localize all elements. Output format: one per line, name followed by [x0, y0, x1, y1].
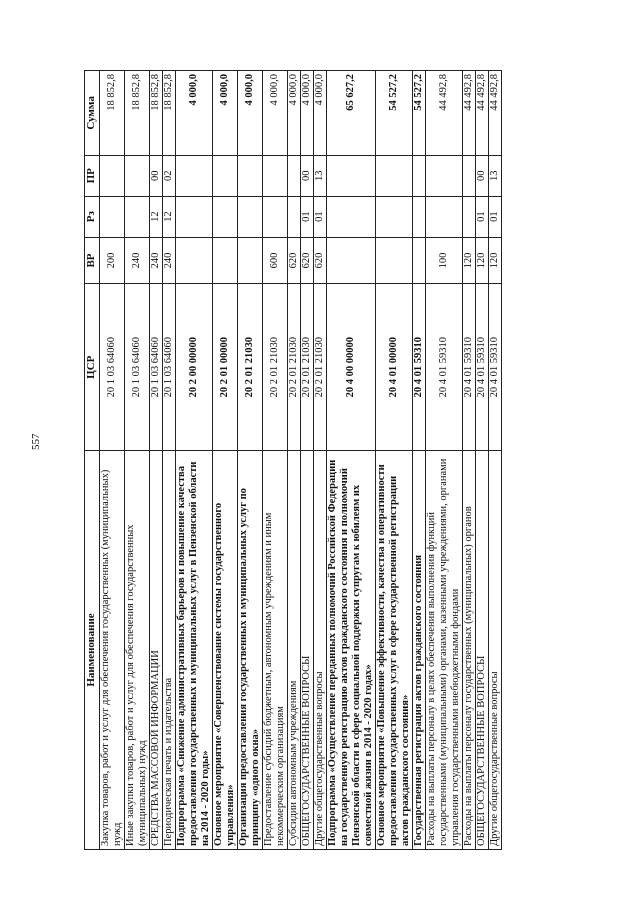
row-pr-cell	[327, 155, 376, 196]
table-row	[301, 71, 314, 850]
row-vr-cell	[238, 237, 263, 284]
row-pr-cell	[125, 155, 150, 196]
row-sum-cell: 4 000,0	[314, 71, 327, 156]
row-name-cell: Субсидии автономным учреждениям	[288, 451, 301, 850]
row-vr-cell	[376, 237, 413, 284]
row-csr-cell: 20 2 01 21030	[288, 284, 301, 451]
row-csr-cell: 20 4 01 59310	[463, 284, 476, 451]
row-rz-cell	[100, 196, 125, 237]
row-vr-cell	[176, 237, 213, 284]
table-header-row	[85, 71, 100, 850]
row-pr-cell	[426, 155, 463, 196]
row-pr-cell	[176, 155, 213, 196]
row-name-cell: СРЕДСТВА МАССОВОЙ ИНФОРМАЦИИ	[150, 451, 163, 850]
row-rz-cell	[176, 196, 213, 237]
row-sum-cell: 65 627,2	[327, 71, 376, 156]
row-name-cell: Организация предоставления государственных и муниципальных услуг по принципу «одного окна»	[238, 451, 263, 850]
row-sum-cell: 4 000,0	[213, 71, 238, 156]
row-name-cell: Государственная регистрация актов гражданского состояния	[413, 451, 426, 850]
row-rz-cell: 12	[150, 196, 163, 237]
row-sum-cell: 54 527,2	[376, 71, 413, 156]
page-number: 557	[30, 433, 42, 450]
row-pr-cell	[288, 155, 301, 196]
row-rz-cell	[376, 196, 413, 237]
table-row	[150, 71, 163, 850]
header-vr: ВР	[85, 237, 100, 284]
row-csr-cell: 20 4 01 59310	[489, 284, 502, 451]
row-sum-cell: 44 492,8	[426, 71, 463, 156]
row-vr-cell: 120	[489, 237, 502, 284]
row-csr-cell: 20 4 00 00000	[327, 284, 376, 451]
row-csr-cell: 20 4 01 59310	[413, 284, 426, 451]
table-row	[489, 71, 502, 850]
row-rz-cell	[426, 196, 463, 237]
row-pr-cell	[263, 155, 288, 196]
row-name-cell: Другие общегосударственные вопросы	[314, 451, 327, 850]
row-rz-cell: 01	[476, 196, 489, 237]
header-name: Наименование	[85, 451, 100, 850]
row-rz-cell	[413, 196, 426, 237]
row-vr-cell: 200	[100, 237, 125, 284]
row-pr-cell	[213, 155, 238, 196]
header-csr: ЦСР	[85, 284, 100, 451]
table-row	[327, 71, 376, 850]
row-sum-cell: 18 852,8	[163, 71, 176, 156]
row-name-cell: Основное мероприятие «Повышение эффективности, качества и оперативности предоставления государственных услуг в сфере государственной регистрации актов гражданского состояния»	[376, 451, 413, 850]
row-sum-cell: 18 852,8	[150, 71, 163, 156]
row-name-cell: ОБЩЕГОСУДАРСТВЕННЫЕ ВОПРОСЫ	[476, 451, 489, 850]
header-sum: Сумма	[85, 71, 100, 156]
row-vr-cell	[327, 237, 376, 284]
row-csr-cell: 20 1 03 64060	[163, 284, 176, 451]
row-csr-cell: 20 2 01 21030	[263, 284, 288, 451]
row-rz-cell: 01	[489, 196, 502, 237]
row-name-cell: Предоставление субсидий бюджетным, автономным учреждениям и иным некоммерческим организациям	[263, 451, 288, 850]
row-pr-cell: 00	[150, 155, 163, 196]
row-pr-cell	[463, 155, 476, 196]
row-vr-cell: 120	[463, 237, 476, 284]
row-csr-cell: 20 1 03 64060	[100, 284, 125, 451]
row-name-cell: Основное мероприятие «Совершенствование системы государственного управления»	[213, 451, 238, 850]
table-row	[288, 71, 301, 850]
row-name-cell: Периодическая печать и издательства	[163, 451, 176, 850]
table-row	[263, 71, 288, 850]
budget-table	[84, 70, 502, 850]
row-sum-cell: 18 852,8	[100, 71, 125, 156]
row-csr-cell: 20 1 03 64060	[125, 284, 150, 451]
row-csr-cell: 20 2 01 21030	[314, 284, 327, 451]
row-name-cell: Подпрограмма «Осуществление переданных полномочий Российской Федерации на государственную регистрацию актов гражданского состояния и полномочий Пензенской области в сфере социальной поддержки супругам к юбилеям их совместной жизни в 2014 - 2020 годах»	[327, 451, 376, 850]
table-row	[163, 71, 176, 850]
row-rz-cell: 01	[301, 196, 314, 237]
row-pr-cell: 00	[476, 155, 489, 196]
row-vr-cell: 120	[476, 237, 489, 284]
row-csr-cell: 20 1 03 64060	[150, 284, 163, 451]
row-vr-cell: 240	[125, 237, 150, 284]
row-pr-cell: 00	[301, 155, 314, 196]
row-sum-cell: 4 000,0	[301, 71, 314, 156]
row-rz-cell: 01	[314, 196, 327, 237]
row-name-cell: Другие общегосударственные вопросы	[489, 451, 502, 850]
row-rz-cell	[263, 196, 288, 237]
row-name-cell: Расходы на выплаты персоналу государственных (муниципальных) органов	[463, 451, 476, 850]
row-rz-cell	[238, 196, 263, 237]
row-pr-cell	[413, 155, 426, 196]
row-sum-cell: 4 000,0	[238, 71, 263, 156]
row-csr-cell: 20 4 01 59310	[426, 284, 463, 451]
row-vr-cell: 240	[163, 237, 176, 284]
row-sum-cell: 44 492,8	[489, 71, 502, 156]
row-pr-cell: 13	[314, 155, 327, 196]
row-sum-cell: 54 527,2	[413, 71, 426, 156]
row-sum-cell: 4 000,0	[288, 71, 301, 156]
row-rz-cell	[327, 196, 376, 237]
row-pr-cell	[100, 155, 125, 196]
table-row	[314, 71, 327, 850]
table-row	[476, 71, 489, 850]
row-pr-cell: 02	[163, 155, 176, 196]
row-pr-cell: 13	[489, 155, 502, 196]
row-csr-cell: 20 4 01 00000	[376, 284, 413, 451]
row-name-cell: Расходы на выплаты персоналу в целях обеспечения выполнения функций государственными (муниципальными) органами, казенными учреждениями, органами управления государственными внебюджетными фондами	[426, 451, 463, 850]
row-name-cell: Иные закупки товаров, работ и услуг для обеспечения государственных (муниципальных) нужд	[125, 451, 150, 850]
table-row	[376, 71, 413, 850]
table-row	[413, 71, 426, 850]
row-csr-cell: 20 2 01 21030	[238, 284, 263, 451]
header-pr: ПР	[85, 155, 100, 196]
row-vr-cell: 620	[314, 237, 327, 284]
row-rz-cell	[463, 196, 476, 237]
row-vr-cell: 600	[263, 237, 288, 284]
row-csr-cell: 20 2 01 00000	[213, 284, 238, 451]
table-row	[125, 71, 150, 850]
row-vr-cell	[213, 237, 238, 284]
row-sum-cell: 44 492,8	[476, 71, 489, 156]
row-name-cell: Закупка товаров, работ и услуг для обеспечения государственных (муниципальных) нужд	[100, 451, 125, 850]
row-rz-cell	[125, 196, 150, 237]
row-vr-cell	[413, 237, 426, 284]
table-row	[426, 71, 463, 850]
row-sum-cell: 4 000,0	[263, 71, 288, 156]
row-vr-cell: 620	[288, 237, 301, 284]
row-sum-cell: 4 000,0	[176, 71, 213, 156]
row-sum-cell: 18 852,8	[125, 71, 150, 156]
row-vr-cell: 620	[301, 237, 314, 284]
row-rz-cell: 12	[163, 196, 176, 237]
row-sum-cell: 44 492,8	[463, 71, 476, 156]
table-row	[213, 71, 238, 850]
row-csr-cell: 20 2 00 00000	[176, 284, 213, 451]
row-name-cell: Подпрограмма «Снижение административных барьеров и повышение качества предоставления государственных и муниципальных услуг в Пензенской области на 2014 - 2020 годы»	[176, 451, 213, 850]
row-csr-cell: 20 2 01 21030	[301, 284, 314, 451]
rotated-budget-table	[84, 70, 562, 850]
row-csr-cell: 20 4 01 59310	[476, 284, 489, 451]
row-name-cell: ОБЩЕГОСУДАРСТВЕННЫЕ ВОПРОСЫ	[301, 451, 314, 850]
row-pr-cell	[376, 155, 413, 196]
table-row	[100, 71, 125, 850]
header-rz: Рз	[85, 196, 100, 237]
table-row	[463, 71, 476, 850]
row-rz-cell	[288, 196, 301, 237]
table-row	[176, 71, 213, 850]
row-rz-cell	[213, 196, 238, 237]
row-vr-cell: 100	[426, 237, 463, 284]
row-pr-cell	[238, 155, 263, 196]
table-row	[238, 71, 263, 850]
row-vr-cell: 240	[150, 237, 163, 284]
